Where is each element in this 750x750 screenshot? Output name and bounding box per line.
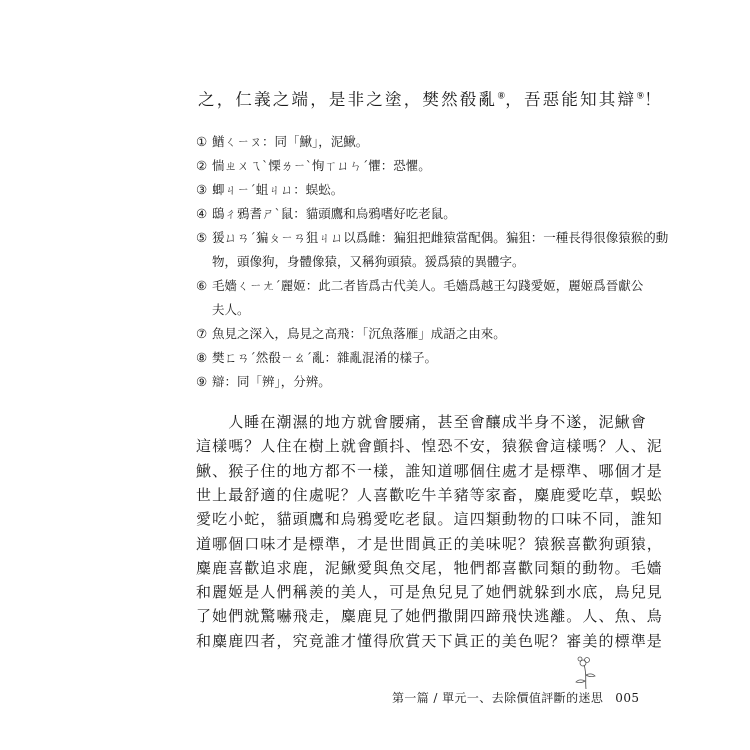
classical-quote (198, 86, 663, 110)
chapter-title: 第一篇 / 單元一、去除價值評斷的迷思 (392, 691, 604, 705)
footnote-text: 猨ㄩㄢˊ猵ㄆㄧㄢ狙ㄐㄩ以爲雌：猵狙把雌猿當配偶。猵狙：一種長得很像猿猴的動 (212, 230, 669, 245)
paragraph-line: 麋鹿喜歡追求鹿，泥鰍愛與魚交尾，牠們都喜歡同類的動物。毛嬙 (196, 558, 663, 577)
footnote-number: ① (196, 134, 208, 149)
quote-footnote-ref-8: ⑧ (497, 91, 506, 102)
quote-text-c: ！ (644, 90, 663, 109)
footnote-text: 鴟ㄔ鴉耆ㄕˋ鼠：貓頭鷹和烏鴉嗜好吃老鼠。 (212, 206, 456, 221)
footnote-5 (196, 229, 668, 247)
footnote-4 (196, 205, 456, 223)
footnote-number: ⑨ (196, 374, 208, 389)
footnote-text: 辯：同「辨」，分辨。 (212, 374, 331, 389)
footnote-7 (196, 325, 506, 343)
quote-footnote-ref-9: ⑨ (636, 91, 645, 102)
footnote-8 (196, 349, 437, 367)
footnote-3 (196, 181, 343, 199)
footnote-text: 鰌ㄑㄧㄡ：同「鰍」，泥鰍。 (212, 134, 369, 149)
paragraph-line: 道哪個口味才是標準，才是世間眞正的美味呢？猿猴喜歡狗頭猿， (196, 534, 663, 553)
paragraph-line: 世上最舒適的住處呢？人喜歡吃牛羊豬等家畜，麋鹿愛吃草，蜈蚣 (196, 485, 663, 504)
footnote-number: ④ (196, 206, 208, 221)
paragraph-line: 和麗姬是人們稱羨的美人，可是魚兒見了她們就躲到水底，鳥兒見 (196, 583, 663, 602)
footnote-text: 魚見之深入，鳥見之高飛：「沉魚落雁」成語之由來。 (212, 326, 506, 341)
footnote-text: 惴ㄓㄨㄟˋ慄ㄌㄧˋ恂ㄒㄩㄣˊ懼：恐懼。 (212, 158, 431, 173)
footnote-number: ⑦ (196, 326, 208, 341)
footnote-9 (196, 373, 331, 391)
paragraph-line: 人睡在潮濕的地方就會腰痛，甚至會釀成半身不遂，泥鰍會 (196, 413, 647, 431)
footnote-number: ③ (196, 182, 208, 197)
footnote-text: 蝍ㄐㄧˊ蛆ㄐㄩ：蜈蚣。 (212, 182, 344, 197)
footnote-number: ⑧ (196, 350, 208, 365)
paragraph-line: 和麋鹿四者，究竟誰才懂得欣賞天下眞正的美色呢？審美的標準是 (196, 631, 663, 650)
footnote-1 (196, 133, 368, 151)
page-number: 005 (615, 691, 640, 705)
page-footer (392, 689, 639, 706)
paragraph-line: 這樣嗎？人住在樹上就會顫抖、惶恐不安，猿猴會這樣嗎？人、泥 (196, 437, 663, 456)
quote-text-b: ，吾惡能知其辯 (505, 90, 637, 109)
footnote-number: ⑤ (196, 230, 208, 245)
footnote-number: ⑥ (196, 278, 208, 293)
flower-sprig-icon (568, 655, 604, 691)
footnote-2 (196, 157, 431, 175)
paragraph-line: 了她們就驚嚇飛走，麋鹿見了她們撒開四蹄飛快逃離。人、魚、鳥 (196, 607, 663, 626)
footnote-text: 毛嬙ㄑㄧㄤˊ麗姬：此二者皆爲古代美人。毛嬙爲越王勾踐愛姬，麗姬爲晉獻公 (212, 278, 644, 293)
footnote-number: ② (196, 158, 208, 173)
footnote-6 (196, 277, 643, 295)
paragraph-line: 鰍、猴子住的地方都不一樣，誰知道哪個住處才是標準、哪個才是 (196, 461, 663, 480)
footnote-5-continued: 物，頭像狗，身體像猿，又稱狗頭猿。猨爲猿的異體字。 (212, 254, 525, 269)
paragraph-line: 愛吃小蛇，貓頭鷹和烏鴉愛吃老鼠。這四類動物的口味不同，誰知 (196, 510, 663, 529)
footnote-text: 樊ㄈㄢˊ然殽ㄧㄠˊ亂：雜亂混淆的樣子。 (212, 350, 438, 365)
quote-text-a: 之，仁義之端，是非之塗，樊然殽亂 (198, 90, 498, 109)
footnote-6-continued: 夫人。 (212, 302, 250, 317)
